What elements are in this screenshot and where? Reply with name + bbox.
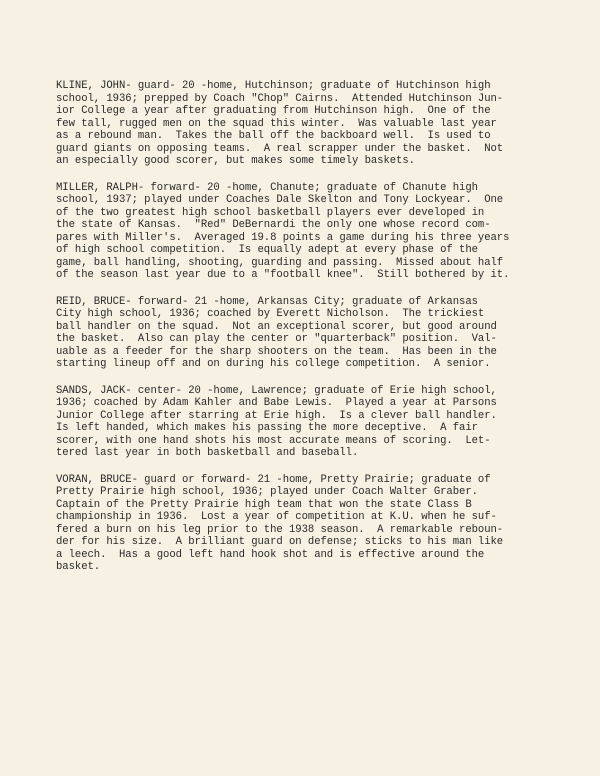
player-paragraph-sands <box>56 385 566 460</box>
text-line: der for his size. A brilliant guard on defense; sticks to his man like <box>56 536 504 548</box>
text-line: the basket. Also can play the center or "quarterback" position. Val- <box>56 333 497 345</box>
text-line: few tall, rugged men on the squad this winter. Was valuable last year <box>56 117 497 130</box>
text-line: game, ball handling, shooting, guarding and passing. Missed about half <box>56 256 504 269</box>
player-paragraph-miller <box>56 182 566 282</box>
text-line: ball handler on the squad. Not an exceptional scorer, but good around <box>56 320 497 333</box>
text-line: school, 1937; played under Coaches Dale Skelton and Tony Lockyear. One <box>56 194 504 206</box>
text-line: REID, BRUCE- forward- 21 -home, Arkansas City; graduate of Arkansas <box>56 295 478 308</box>
text-line: guard giants on opposing teams. A real scrapper under the basket. Not <box>56 142 504 155</box>
text-line: Pretty Prairie high school, 1936; played under Coach Walter Graber. <box>56 486 478 498</box>
text-line: school, 1936; prepped by Coach "Chop" Cairns. Attended Hutchinson Jun- <box>56 92 504 105</box>
text-line: basket. <box>56 561 101 573</box>
text-line: VORAN, BRUCE- guard or forward- 21 -home, Pretty Prairie; graduate of <box>56 473 491 486</box>
text-line: pares with Miller's. Averaged 19.8 points a game during his three years <box>56 231 510 244</box>
player-paragraph-kline <box>56 80 566 168</box>
text-line: Captain of the Pretty Prairie high team that won the state Class B <box>56 498 472 511</box>
text-line: of the two greatest high school basketball players ever developed in <box>56 206 485 219</box>
player-paragraph-reid <box>56 296 566 371</box>
text-line: a leech. Has a good left hand hook shot and is effective around the <box>56 548 485 561</box>
text-line: championship in 1936. Lost a year of competition at K.U. when he suf- <box>56 511 497 523</box>
text-line: uable as a feeder for the sharp shooters on the team. Has been in the <box>56 345 497 358</box>
text-line: an especially good scorer, but makes some timely baskets. <box>56 155 415 167</box>
text-line: starting lineup off and on during his college competition. A senior. <box>56 358 491 370</box>
text-line: of high school competition. Is equally adept at every phase of the <box>56 244 478 256</box>
text-line: MILLER, RALPH- forward- 20 -home, Chanute; graduate of Chanute high <box>56 181 478 194</box>
text-line: KLINE, JOHN- guard- 20 -home, Hutchinson; graduate of Hutchinson high <box>56 80 491 92</box>
text-line: Junior College after starring at Erie high. Is a clever ball handler. <box>56 409 497 422</box>
text-line: the state of Kansas. "Red" DeBernardi the only one whose record com- <box>56 219 491 231</box>
text-line: Is left handed, which makes his passing the more deceptive. A fair <box>56 422 478 434</box>
text-line: scorer, with one hand shots his most accurate means of scoring. Let- <box>56 434 491 447</box>
player-paragraph-voran <box>56 474 566 574</box>
text-line: ior College a year after graduating from Hutchinson high. One of the <box>56 105 491 117</box>
document-body <box>56 80 566 588</box>
text-line: fered a burn on his leg prior to the 1938 season. A remarkable reboun- <box>56 523 504 536</box>
text-line: 1936; coached by Adam Kahler and Babe Lewis. Played a year at Parsons <box>56 397 497 409</box>
text-line: of the season last year due to a "football knee". Still bothered by it. <box>56 269 510 281</box>
text-line: as a rebound man. Takes the ball off the backboard well. Is used to <box>56 130 491 142</box>
text-line: City high school, 1936; coached by Everett Nicholson. The trickiest <box>56 308 485 320</box>
text-line: SANDS, JACK- center- 20 -home, Lawrence; graduate of Erie high school, <box>56 384 497 397</box>
text-line: tered last year in both basketball and baseball. <box>56 447 359 459</box>
